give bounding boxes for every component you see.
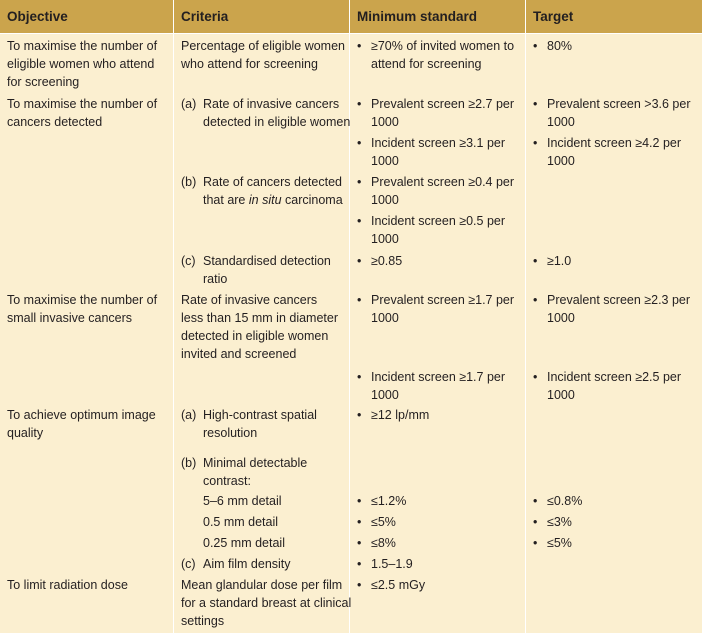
minimum-text: 1.5–1.9: [371, 557, 413, 571]
target-text: Incident screen ≥4.2 per: [547, 136, 682, 150]
target-text: 1000: [547, 154, 575, 168]
target-text: 1000: [547, 115, 575, 129]
criteria-label-a: (a): [181, 408, 197, 422]
minimum-text: 1000: [371, 388, 399, 402]
table-header-bar: [0, 0, 702, 33]
criteria-label-c: (c): [181, 557, 196, 571]
minimum-text: 1000: [371, 154, 399, 168]
bullet: •: [533, 97, 538, 111]
bullet: •: [533, 515, 538, 529]
detail-label: 0.25 mm detail: [203, 536, 285, 550]
minimum-text: ≤8%: [371, 536, 396, 550]
minimum-text: ≥70% of invited women to: [371, 39, 515, 53]
target-text: 80%: [547, 39, 573, 53]
bullet: •: [533, 136, 538, 150]
criteria-text-italic: in situ: [248, 193, 282, 207]
criteria-text: contrast:: [203, 474, 251, 488]
criteria-text: Aim film density: [203, 557, 291, 571]
criteria-label-c: (c): [181, 254, 196, 268]
minimum-text: ≤1.2%: [371, 494, 407, 508]
header-objective: Objective: [7, 9, 68, 24]
detail-label: 0.5 mm detail: [203, 515, 279, 529]
objective-text: eligible women who attend: [7, 57, 155, 71]
target-text: ≤5%: [547, 536, 572, 550]
objective-text: To achieve optimum image: [7, 408, 156, 422]
criteria-text: Percentage of eligible women: [181, 39, 345, 53]
objective-text: cancers detected: [7, 115, 103, 129]
criteria-label-b: (b): [181, 456, 197, 470]
target-text: 1000: [547, 311, 575, 325]
criteria-text: Standardised detection: [203, 254, 331, 268]
bullet: •: [357, 494, 362, 508]
criteria-text: resolution: [203, 426, 258, 440]
minimum-text: 1000: [371, 115, 399, 129]
header-minimum-standard: Minimum standard: [357, 9, 478, 24]
target-text: ≤0.8%: [547, 494, 583, 508]
criteria-text: Minimal detectable: [203, 456, 308, 470]
target-text: Incident screen ≥2.5 per: [547, 370, 682, 384]
header-target: Target: [533, 9, 574, 24]
minimum-text: Prevalent screen ≥1.7 per: [371, 293, 515, 307]
objective-text: To limit radiation dose: [7, 578, 128, 592]
minimum-text: Incident screen ≥0.5 per: [371, 214, 506, 228]
bullet: •: [357, 97, 362, 111]
bullet: •: [357, 578, 362, 592]
target-text: 1000: [547, 388, 575, 402]
bullet: •: [533, 536, 538, 550]
minimum-text: ≥0.85: [371, 254, 403, 268]
column-divider: [173, 0, 174, 633]
objective-text: small invasive cancers: [7, 311, 133, 325]
bullet: •: [357, 136, 362, 150]
header-criteria: Criteria: [181, 9, 229, 24]
objective-text: To maximise the number of: [7, 39, 158, 53]
criteria-text: Rate of cancers detected: [203, 175, 342, 189]
bullet: •: [533, 494, 538, 508]
criteria-text: who attend for screening: [181, 57, 318, 71]
criteria-text: for a standard breast at clinical: [181, 596, 352, 610]
bullet: •: [357, 408, 362, 422]
minimum-text: attend for screening: [371, 57, 482, 71]
minimum-text: 1000: [371, 311, 399, 325]
criteria-text-part: carcinoma: [281, 193, 343, 207]
criteria-text: detected in eligible women: [203, 115, 351, 129]
minimum-text: Incident screen ≥3.1 per: [371, 136, 506, 150]
target-text: ≤3%: [547, 515, 572, 529]
bullet: •: [357, 536, 362, 550]
target-text: ≥1.0: [547, 254, 572, 268]
objective-text: for screening: [7, 75, 80, 89]
bullet: •: [533, 39, 538, 53]
column-divider: [525, 0, 526, 633]
criteria-text: detected in eligible women: [181, 329, 329, 343]
minimum-text: ≤2.5 mGy: [371, 578, 426, 592]
target-text: Prevalent screen >3.6 per: [547, 97, 691, 111]
criteria-text: Rate of invasive cancers: [203, 97, 340, 111]
bullet: •: [357, 175, 362, 189]
criteria-text: High-contrast spatial: [203, 408, 317, 422]
minimum-text: ≤5%: [371, 515, 396, 529]
bullet: •: [357, 254, 362, 268]
bullet: •: [357, 39, 362, 53]
criteria-label-a: (a): [181, 97, 197, 111]
criteria-label-b: (b): [181, 175, 197, 189]
minimum-text: ≥12 lp/mm: [371, 408, 430, 422]
criteria-text: ratio: [203, 272, 228, 286]
bullet: •: [533, 254, 538, 268]
header-divider: [0, 33, 702, 34]
bullet: •: [357, 515, 362, 529]
minimum-text: 1000: [371, 193, 399, 207]
bullet: •: [357, 557, 362, 571]
criteria-text: Rate of invasive cancers: [181, 293, 318, 307]
minimum-text: Prevalent screen ≥2.7 per: [371, 97, 515, 111]
criteria-text: settings: [181, 614, 225, 628]
bullet: •: [533, 293, 538, 307]
criteria-text: invited and screened: [181, 347, 297, 361]
minimum-text: 1000: [371, 232, 399, 246]
objective-text: To maximise the number of: [7, 97, 158, 111]
criteria-text-part: that are: [203, 193, 249, 207]
criteria-text: [203, 191, 343, 209]
target-text: Prevalent screen ≥2.3 per: [547, 293, 691, 307]
minimum-text: Prevalent screen ≥0.4 per: [371, 175, 515, 189]
criteria-text: Mean glandular dose per film: [181, 578, 343, 592]
bullet: •: [357, 293, 362, 307]
detail-label: 5–6 mm detail: [203, 494, 282, 508]
bullet: •: [357, 370, 362, 384]
bullet: •: [533, 370, 538, 384]
criteria-text: less than 15 mm in diameter: [181, 311, 339, 325]
objective-text: To maximise the number of: [7, 293, 158, 307]
column-divider: [349, 0, 350, 633]
bullet: •: [357, 214, 362, 228]
minimum-text: Incident screen ≥1.7 per: [371, 370, 506, 384]
objective-text: quality: [7, 426, 44, 440]
